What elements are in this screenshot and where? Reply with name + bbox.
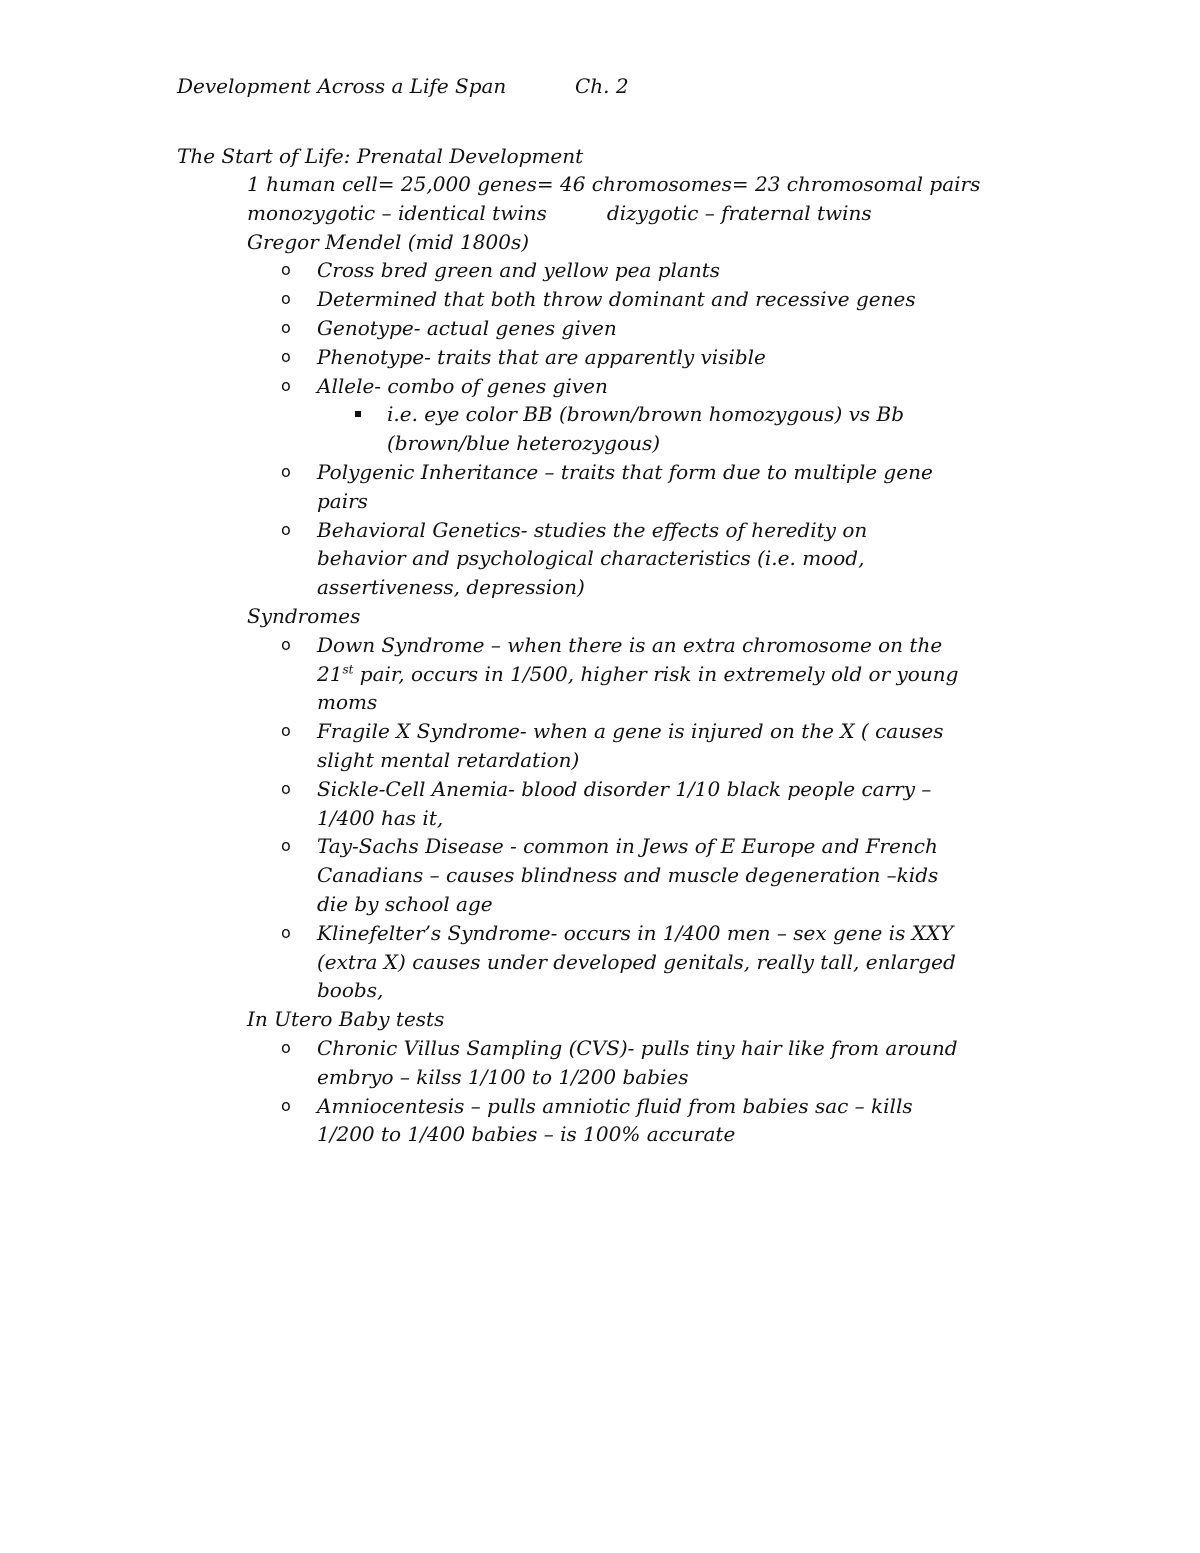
circle-bullet-icon: o (281, 922, 291, 942)
chapter-label: Ch. 2 (575, 74, 629, 98)
section-title: The Start of Life: Prenatal Development (177, 144, 584, 168)
sub-list-item: o Klinefelter’s Syndrome- occurs in 1/400 men – sex gene is XXY (extra X) causes under developed genitals, really tall, enlarged boobs, (281, 920, 956, 1003)
list-item: Gregor Mendel (mid 1800s) o Cross bred green and yellow pea plants o Determined that both throw dominant and recessive genes o Genotype- actual genes given o Phenotype- traits that are apparently visible o Allele- combo of genes given i.e. eye color BB (brown/brown homozygous) vs Bb (brown/blue heterozygous) o Polygenic Inheritance – traits that form due to multiple gene pairs o Behavioral Genetics- studies the effects of heredity on behavior and psychological characteristics (i.e. mood, assertiveness, depression) (0, 228, 1200, 602)
sub-list-item: o Behavioral Genetics- studies the effects of heredity on behavior and psychological characteristics (i.e. mood, assertiveness, depression) (281, 517, 868, 600)
twins-dizygotic: dizygotic – fraternal twins (606, 200, 872, 225)
list-item: Syndromes o Down Syndrome – when there is an extra chromosome on the 21st pair, occurs in 1/500, higher risk in extremely old or young moms o Fragile X Syndrome- when a gene is injured on the X ( causes slight mental retardation) o Sickle-Cell Anemia- blood disorder 1/10 black people carry – 1/400 has it, o Tay-Sachs Disease - common in Jews of E Europe and French Canadians – causes blindness and muscle degeneration –kids die by school age o Klinefelter’s Syndrome- occurs in 1/400 men – sex gene is XXY (extra X) causes under developed genitals, really tall, enlarged boobs, (0, 602, 1200, 1005)
twins-monozygotic: monozygotic – identical twins (247, 200, 547, 225)
sub-sub-list (317, 400, 962, 458)
sub-list-item: o Amniocentesis – pulls amniotic fluid from babies sac – kills 1/200 to 1/400 babies – is 100% accurate (281, 1093, 913, 1147)
sub-list-item: o Allele- combo of genes given i.e. eye color BB (brown/brown homozygous) vs Bb (brown/blue heterozygous) (247, 372, 962, 458)
circle-bullet-icon: o (281, 260, 291, 280)
circle-bullet-icon: o (281, 519, 291, 539)
circle-bullet-icon: o (281, 461, 291, 481)
circle-bullet-icon: o (281, 778, 291, 798)
sub-list (247, 631, 1200, 1005)
list-item: In Utero Baby tests o Chronic Villus Sampling (CVS)- pulls tiny hair like from around embryo – kilss 1/100 to 1/200 babies o Amniocentesis – pulls amniotic fluid from babies sac – kills 1/200 to 1/400 babies – is 100% accurate (0, 1005, 1200, 1149)
circle-bullet-icon: o (281, 317, 291, 337)
sub-list-item: o Fragile X Syndrome- when a gene is injured on the X ( causes slight mental retardation) (281, 719, 944, 772)
sub-list-item: o Genotype- actual genes given (247, 314, 962, 343)
circle-bullet-icon: o (281, 721, 291, 741)
sub-list-item: o Sickle-Cell Anemia- blood disorder 1/10 black people carry – 1/400 has it, (281, 776, 932, 830)
circle-bullet-icon: o (281, 375, 291, 395)
sub-list-item: o Chronic Villus Sampling (CVS)- pulls tiny hair like from around embryo – kilss 1/100 to 1/200 babies (281, 1035, 958, 1089)
list-item: 1 human cell= 25,000 genes= 46 chromosomes= 23 chromosomal pairs (247, 172, 981, 196)
notes-list (0, 170, 1200, 1149)
square-bullet-icon (355, 411, 361, 417)
circle-bullet-icon: o (281, 1037, 291, 1057)
sub-list-item: o Phenotype- traits that are apparently visible (247, 343, 962, 372)
sub-list-item: o Polygenic Inheritance – traits that form due to multiple gene pairs (281, 459, 933, 513)
sub-list-item: o Cross bred green and yellow pea plants (247, 256, 962, 285)
circle-bullet-icon: o (281, 289, 291, 309)
course-title: Development Across a Life Span (177, 74, 507, 98)
page-header (177, 73, 629, 99)
sub-list-item: o Determined that both throw dominant and recessive genes (247, 285, 962, 314)
list-item (0, 199, 1200, 228)
sub-sub-list-item: i.e. eye color BB (brown/brown homozygous) vs Bb (brown/blue heterozygous) (317, 400, 962, 458)
sub-list (247, 1034, 1200, 1149)
circle-bullet-icon: o (281, 346, 291, 366)
sub-list-item: o Tay-Sachs Disease - common in Jews of E Europe and French Canadians – causes blindness and muscle degeneration –kids die by school age (281, 834, 939, 916)
sub-list (247, 256, 1200, 602)
circle-bullet-icon: o (281, 1095, 291, 1115)
circle-bullet-icon: o (281, 836, 291, 856)
circle-bullet-icon: o (281, 634, 291, 654)
sub-list-item: o Down Syndrome – when there is an extra chromosome on the 21st pair, occurs in 1/500, higher risk in extremely old or young moms (281, 632, 959, 715)
